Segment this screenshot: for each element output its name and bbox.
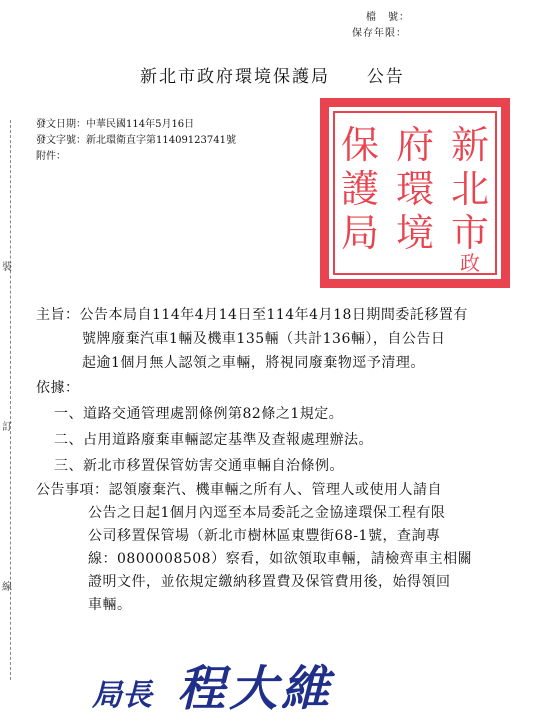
notice-line-3: 公司移置保管場（新北市樹林區東豐街68-1號，查詢專 xyxy=(88,528,441,544)
svg-text:政: 政 xyxy=(460,251,480,275)
subject-section xyxy=(36,303,468,375)
basis-label: 依據： xyxy=(36,380,80,396)
notice-line-1: 認領廢棄汽、機車輛之所有人、管理人或使用人請自 xyxy=(108,482,442,498)
svg-text:市: 市 xyxy=(450,211,490,255)
basis-section xyxy=(36,375,373,479)
binding-margin-line xyxy=(10,120,11,680)
binding-mark-1: 裝 xyxy=(2,262,12,273)
date-label: 發文日期： xyxy=(36,119,86,130)
svg-text:府: 府 xyxy=(395,123,435,167)
doc-kind: 公告 xyxy=(366,67,405,87)
svg-text:北: 北 xyxy=(450,167,490,211)
issue-meta xyxy=(36,117,236,165)
signature xyxy=(92,650,333,719)
notice-label: 公告事項： xyxy=(36,482,109,498)
page-title xyxy=(140,62,405,87)
binding-mark-3: 線 xyxy=(2,582,12,593)
basis-item-3: 三、新北市移置保管妨害交通車輛自治條例。 xyxy=(54,458,344,474)
svg-text:護: 護 xyxy=(340,167,380,211)
basis-item-2: 二、占用道路廢棄車輛認定基準及查報處理辦法。 xyxy=(54,432,373,448)
notice-line-6: 車輛。 xyxy=(88,597,132,613)
subject-line-1: 公告本局自114年4月14日至114年4月18日期間委託移置有 xyxy=(79,307,468,323)
org-name: 新北市政府環境保護局 xyxy=(140,67,330,87)
binding-mark-2: 訂 xyxy=(2,422,12,433)
notice-section xyxy=(36,479,472,617)
signature-title: 局長 xyxy=(92,678,152,713)
attachment-label: 附件： xyxy=(36,151,66,162)
svg-text:局: 局 xyxy=(340,211,380,255)
file-number-label: 檔 號： xyxy=(366,12,410,23)
svg-text:環: 環 xyxy=(395,167,435,211)
subject-line-3: 起逾1個月無人認領之車輛，將視同廢棄物逕予清理。 xyxy=(82,355,425,371)
retention-label: 保存年限： xyxy=(352,28,407,39)
notice-line-4: 線：0800008508）察看，如欲領取車輛，請檢齊車主相關 xyxy=(88,551,473,567)
subject-line-2: 號牌廢棄汽車1輛及機車135輛（共計136輛），自公告日 xyxy=(82,331,446,347)
notice-line-5: 證明文件，並依規定繳納移置費及保管費用後，始得領回 xyxy=(88,574,451,590)
svg-text:境: 境 xyxy=(395,211,435,255)
seal-graphic xyxy=(320,98,510,288)
date-value: 中華民國114年5月16日 xyxy=(86,119,195,130)
svg-text:新: 新 xyxy=(450,123,490,167)
signature-name: 程大維 xyxy=(177,661,334,717)
svg-text:保: 保 xyxy=(340,123,380,167)
subject-label: 主旨： xyxy=(36,307,80,323)
notice-line-2: 公告之日起1個月內逕至本局委託之金協達環保工程有限 xyxy=(88,505,446,521)
official-seal xyxy=(320,98,510,288)
docno-value: 新北環衛直字第11409123741號 xyxy=(86,135,236,146)
docno-label: 發文字號： xyxy=(36,135,86,146)
basis-item-1: 一、道路交通管理處罰條例第82條之1規定。 xyxy=(54,406,344,422)
